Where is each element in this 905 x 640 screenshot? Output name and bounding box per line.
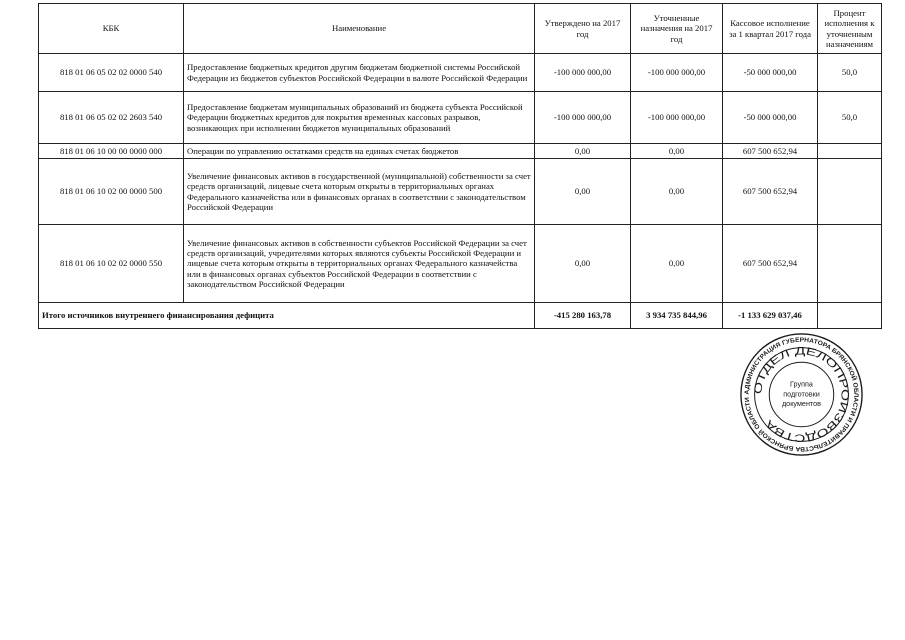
- row-name: Увеличение финансовых активов в собственности субъектов Российской Федерации за счет средств организаций, учредителями которых являются субъекты Российской Федерации и лицевые счета которым открыты в территориальных органах Федерального казначейства или в финансовых органах субъектов Российской Федерации в соответствии с законодательством Российской Федерации: [184, 225, 535, 303]
- total-executed: -1 133 629 037,46: [723, 303, 818, 329]
- budget-sources-table: [38, 3, 882, 329]
- table-row: [39, 225, 882, 303]
- total-refined: 3 934 735 844,96: [631, 303, 723, 329]
- row-executed: 607 500 652,94: [723, 144, 818, 159]
- header-name: Наименование: [184, 4, 535, 54]
- row-name: Операции по управлению остатками средств на единых счетах бюджетов: [184, 144, 535, 159]
- row-refined: -100 000 000,00: [631, 92, 723, 144]
- row-kbk: 818 01 06 05 02 02 2603 540: [39, 92, 184, 144]
- row-percent: 50,0: [818, 54, 882, 92]
- row-executed: 607 500 652,94: [723, 159, 818, 225]
- row-percent: [818, 225, 882, 303]
- total-percent: [818, 303, 882, 329]
- header-refined: Уточненные назначения на 2017 год: [631, 4, 723, 54]
- row-kbk: 818 01 06 10 02 02 0000 550: [39, 225, 184, 303]
- stamp-center-line: Группа: [790, 379, 813, 389]
- row-executed: 607 500 652,94: [723, 225, 818, 303]
- row-approved: 0,00: [535, 225, 631, 303]
- stamp-center-line: подготовки: [783, 389, 820, 399]
- row-refined: 0,00: [631, 225, 723, 303]
- total-label: Итого источников внутреннего финансирования дефицита: [39, 303, 535, 329]
- stamp-seal: [738, 331, 865, 458]
- row-approved: -100 000 000,00: [535, 92, 631, 144]
- row-kbk: 818 01 06 05 02 02 0000 540: [39, 54, 184, 92]
- office-stamp: [738, 331, 865, 458]
- row-executed: -50 000 000,00: [723, 54, 818, 92]
- table-header-row: [39, 4, 882, 54]
- table-row: [39, 159, 882, 225]
- row-kbk: 818 01 06 10 00 00 0000 000: [39, 144, 184, 159]
- header-approved: Утверждено на 2017 год: [535, 4, 631, 54]
- row-name: Предоставление бюджетных кредитов другим бюджетам бюджетной системы Российской Федерации из бюджетов субъектов Российской Федерации в валюте Российской Федерации: [184, 54, 535, 92]
- row-approved: -100 000 000,00: [535, 54, 631, 92]
- row-refined: -100 000 000,00: [631, 54, 723, 92]
- row-percent: [818, 159, 882, 225]
- header-kbk: КБК: [39, 4, 184, 54]
- row-percent: [818, 144, 882, 159]
- table-row: [39, 144, 882, 159]
- row-percent: 50,0: [818, 92, 882, 144]
- row-name: Предоставление бюджетам муниципальных образований из бюджета субъекта Российской Федерации бюджетных кредитов для покрытия временных кассовых разрывов, возникающих при исполнении бюджетов муниципальных образований: [184, 92, 535, 144]
- row-executed: -50 000 000,00: [723, 92, 818, 144]
- stamp-center-line: документов: [781, 399, 822, 409]
- row-approved: 0,00: [535, 159, 631, 225]
- table-row: [39, 92, 882, 144]
- row-kbk: 818 01 06 10 02 00 0000 500: [39, 159, 184, 225]
- total-row: [39, 303, 882, 329]
- row-refined: 0,00: [631, 159, 723, 225]
- stamp-inner-text: ОТДЕЛ ДЕЛОПРОИЗВОДСТВА: [752, 345, 851, 444]
- row-approved: 0,00: [535, 144, 631, 159]
- total-approved: -415 280 163,78: [535, 303, 631, 329]
- header-percent: Процент исполнения к уточненным назначениям: [818, 4, 882, 54]
- table-row: [39, 54, 882, 92]
- row-name: Увеличение финансовых активов в государственной (муниципальной) собственности за счет средств организаций, лицевые счета которым открыты в территориальных органах Федерального казначейства или в финансовых органах в соответствии с законодательством Российской Федерации: [184, 159, 535, 225]
- stamp-outer-text: АДМИНИСТРАЦИЯ ГУБЕРНАТОРА БРЯНСКОЙ ОБЛАСТИ И ПРАВИТЕЛЬСТВА БРЯНСКОЙ ОБЛАСТИ: [743, 336, 860, 453]
- header-executed: Кассовое исполнение за 1 квартал 2017 года: [723, 4, 818, 54]
- row-refined: 0,00: [631, 144, 723, 159]
